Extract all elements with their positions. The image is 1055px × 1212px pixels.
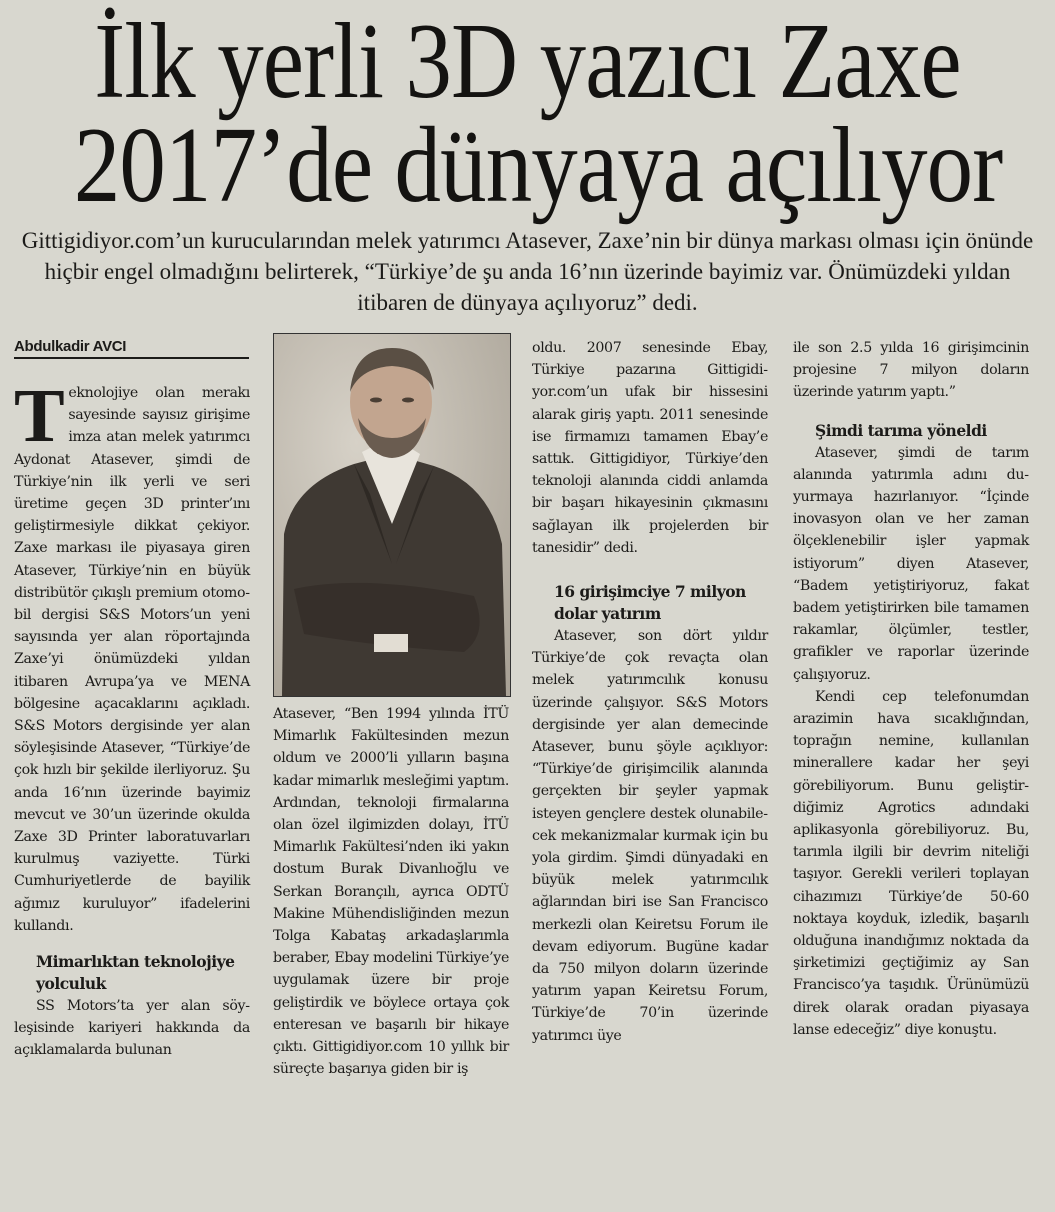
article-column-3 — [532, 337, 768, 1047]
column-3-paragraph-1: oldu. 2007 senesinde Ebay, Türkiye pazarına Gittigidiyor.com’un ufak bir hissesini alarak giriş yaptı. 2011 senesinde ise firmamızı tamamen Ebay’e sattık. Gittigidiyor, Türkiye’den teknoloji alanında ciddi anlamda bir başarı hikayesinin çıkmasını sağlayan ilk projelerden bir tanesidir” dedi. — [532, 340, 768, 556]
article-deck: Gittigidiyor.com’un kurucularından melek yatırımcı Atasever, Zaxe’nin bir dünya markası olması için önünde hiçbir engel olmadığını belirterek, “Türkiye’de şu anda 16’nın üzerinde bayimiz var. Önümüzdeki yıldan itibaren de dünyaya açılıyoruz” dedi. — [21, 228, 1034, 315]
subheading-investment: 16 girişimciye 7 milyon dolar yatırım — [554, 582, 746, 624]
article-column-4 — [793, 337, 1029, 1041]
column-4-paragraph-2: Atasever, şimdi de tarım alanında yatırımla adını duyurmaya hazırlanıyor. “İçinde inovasyon olan ve her zaman ölçeklenebilir işler yapmak istiyorum” diyen Atasever, “Badem yetiştiriyoruz, fakat badem yetiştirirken bile tamamen rakamlar, ölçümler, testler, grafikler ve raporlar üzerinde çalışıyoruz. — [793, 444, 1029, 683]
article-column-1 — [14, 374, 250, 1062]
column-4-paragraph-1: ile son 2.5 yılda 16 girişimcinin projesine 7 milyon doların üzerinde yatırım yaptı.” — [793, 340, 1029, 401]
column-1-paragraph-2: SS Motors’ta yer alan söyleşisinde kariyeri hakkında da açıklamalarda bulunan — [14, 998, 250, 1059]
headline — [73, 2, 1003, 225]
subheading-career: Mimarlıktan teknolojiye yolculuk — [36, 952, 235, 994]
author-byline: Abdulkadir AVCI — [14, 338, 249, 359]
column-3-paragraph-2: Atasever, son dört yıldır Türkiye’de çok revaçta olan melek yatırımcılık konusu üzerinde çalışıyor. S&S Motors dergisinde yer alan demecinde Atasever, bunu şöyle açıklıyor: “Türkiye’de girişimcilik alanında gerçekten bir şeyler yapmak isteyen gençlere destek olunabilecek mekanizmalar kurmak için bu yola girdim. Şimdi dünyadaki en büyük melek yatırımcılık ağlarından biri ise San Francisco merkezli olan Keiretsu Forum ile devam ediyorum. Bugüne kadar da 750 milyon doların üzerinde yatırım yapan Keiretsu Forum, Türkiye’de 70’in üzerinde yatırımcı üye — [532, 628, 768, 1044]
column-4-paragraph-3: Kendi cep telefonumdan arazimin hava sıcaklığından, toprağın nemine, kullanılan minerallere kadar her şeyi görebiliyorum. Bunu geliştirdiğimiz Agrotics adındaki aplikasyonla görebiliyoruz. Bu, tarımla ilgili bir devrim niteliği taşıyor. Gerekli verileri toplayan cihazımızı Türkiye’de 50-60 noktaya koyduk, izledik, başarılı olduğuna inandığımız noktada da şirketimizi geçtiğimiz ay San Francisco’ya taşıdık. Ürünümüzü direk olarak oradan piyasaya lanse edeceğiz” diye konuştu. — [793, 688, 1029, 1038]
headline-line-1: İlk yerli 3D yazıcı Zaxe — [94, 2, 961, 121]
column-1-paragraph-1: eknolojiye olan merakı sayesinde sayısız girişime imza atan melek yatırımcı Aydonat Atasever, şimdi de Türkiye’nin ilk yerli ve seri üretime geçen 3D printer’ını geliştirmesiyle dikkat çekiyor. Zaxe markası ile piyasaya giren Atasever, Türkiye’nin en büyük distribütör çıkışlı premium otomobil dergisi S&S Motors’un yeni sayısında yer alan röportajında Zaxe’yi önümüzdeki yıldan itibaren Avrupa’ya ve MENA bölgesine açacaklarını açıkladı. S&S Motors dergisinde yer alan söyleşisinde Atasever, “Türkiye’de çok hızlı bir şekilde ilerliyoruz. Şu anda 16’nın üzerinde bayimiz mevcut ve 30’un üzerinde okulda Zaxe 3D Printer laboratuvarları kurulmuş vaziyette. Türki Cumhuriyetlerde de bayilik ağımız kuruluyor” ifadelerini kullandı. — [14, 385, 250, 934]
portrait-photo — [273, 333, 511, 697]
headline-line-2: 2017’de dünyaya açılıyor — [73, 106, 1003, 225]
portrait-icon — [274, 334, 510, 696]
column-2-paragraph-1: Atasever, “Ben 1994 yılında İTÜ Mimarlık Fakültesinden mezun oldum ve 2000’li yılların başına kadar mimarlık mesleğimi yaptım. Ardından, teknoloji firmalarına olan özel ilgimizden dolayı, İTÜ Mimarlık Fakültesi’nden iki yakın dostum Burak Divanlıoğlu ve Serkan Borançılı, ayrıca ODTÜ Makine Mühendisliğinden mezun Tolga Kabataş arkadaşlarımla beraber, Ebay modelini Türkiye’ye uygulamak üzere bir proje geliştirdik ve böylece ortaya çok enteresan ve başarılı bir hikaye çıktı. Gittigidiyor.com 10 yıllık bir süreçte başarıya giden bir iş — [273, 706, 509, 1078]
subheading-agriculture: Şimdi tarıma yöneldi — [815, 420, 987, 440]
drop-cap: T — [14, 374, 65, 458]
article-column-2 — [273, 703, 509, 1080]
